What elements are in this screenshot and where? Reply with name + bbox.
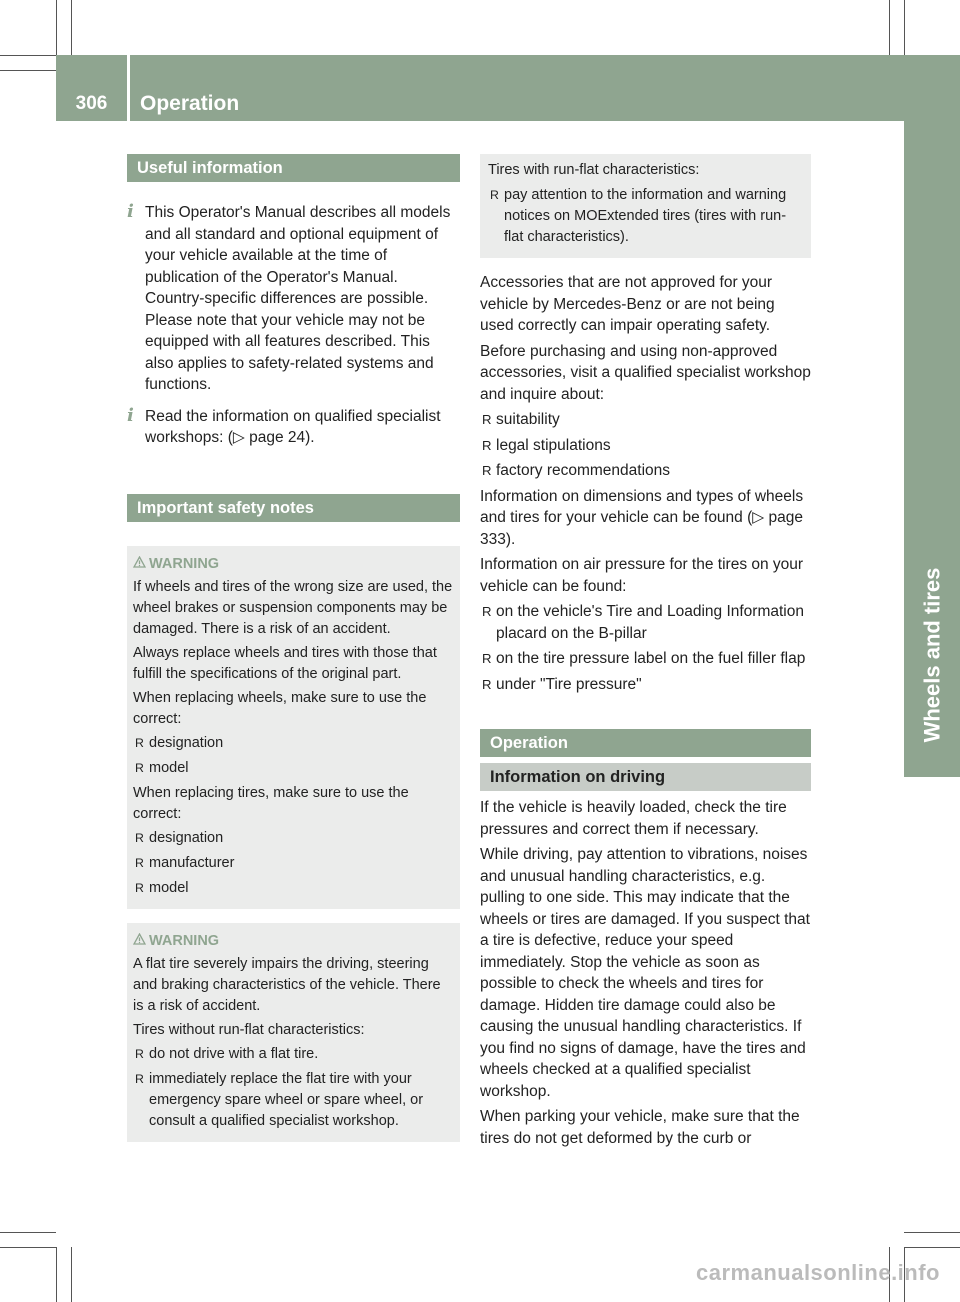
crop-mark: [56, 0, 57, 55]
list-item: R designation: [133, 828, 454, 849]
crop-mark: [71, 1247, 72, 1302]
side-tab-text: [904, 55, 960, 777]
list-item: R on the vehicle's Tire and Loading Information placard on the B-pillar: [480, 601, 811, 644]
list-item: R manufacturer: [133, 853, 454, 874]
list-item: R do not drive with a flat tire.: [133, 1044, 454, 1065]
warning-box: [127, 923, 460, 1142]
list-item: R suitability: [480, 409, 811, 431]
driving-heading: Information on driving: [480, 763, 811, 791]
info-icon: i: [127, 201, 134, 222]
side-tab-label: Wheels and tires: [919, 567, 945, 743]
list-item: R legal stipulations: [480, 435, 811, 457]
body-text: When parking your vehicle, make sure that the tires do not get deformed by the curb or: [480, 1108, 800, 1147]
warning-title: [133, 931, 454, 952]
warning-list: [133, 828, 454, 899]
info-note: [127, 202, 460, 396]
body-text: Information on air pressure for the tires on your vehicle can be found:: [480, 556, 804, 595]
crop-mark: [904, 1232, 960, 1233]
left-column: [127, 154, 460, 1142]
watermark: carmanualsonline.info: [696, 1260, 940, 1285]
warning-label: WARNING: [149, 932, 220, 949]
warning-text: If wheels and tires of the wrong size are used, the wheel brakes or suspension components may be damaged. There is a risk of an accident.: [133, 578, 453, 637]
body-text: If the vehicle is heavily loaded, check the tire pressures and correct them if necessary.: [480, 799, 787, 838]
header-divider: [127, 55, 130, 121]
right-column: [480, 154, 811, 1153]
warning-text: A flat tire severely impairs the driving, steering and braking characteristics of the vehicle. There is a risk of accident.: [133, 955, 441, 1014]
crop-mark: [0, 70, 56, 71]
box-list: [488, 185, 805, 248]
page-title: Operation: [140, 92, 240, 115]
list-item: R immediately replace the flat tire with your emergency spare wheel or spare wheel, or consult a qualified specialist workshop.: [133, 1069, 454, 1132]
crop-mark: [889, 0, 890, 55]
info-note-text: Read the information on qualified specialist workshops: (▷ page 24).: [145, 407, 441, 446]
pressure-list: [480, 601, 811, 695]
operation-heading: Operation: [480, 729, 811, 757]
body-text: Accessories that are not approved for your vehicle by Mercedes-Benz or are not being used correctly can impair operating safety.: [480, 274, 775, 334]
warning-triangle-icon: [133, 556, 146, 568]
warning-box: [127, 546, 460, 909]
warning-list: [133, 733, 454, 779]
body-text: Information on dimensions and types of wheels and tires for your vehicle can be found (▷ page 333).: [480, 487, 804, 548]
inquire-list: [480, 409, 811, 482]
warning-text: When replacing tires, make sure to use the correct:: [133, 784, 409, 822]
crop-mark: [71, 0, 72, 55]
list-item: R model: [133, 878, 454, 899]
crop-mark: [56, 1247, 57, 1302]
list-item: R factory recommendations: [480, 460, 811, 482]
warning-triangle-icon: [133, 933, 146, 945]
safety-heading: Important safety notes: [127, 494, 460, 522]
warning-title: [133, 554, 454, 575]
crop-mark: [0, 1232, 56, 1233]
crop-mark: [904, 1247, 960, 1248]
box-text: Tires with run-flat characteristics:: [488, 162, 700, 178]
info-note: [127, 406, 460, 449]
warning-label: WARNING: [149, 555, 220, 572]
body-text: Before purchasing and using non-approved accessories, visit a qualified specialist workshop and inquire about:: [480, 342, 811, 403]
runflat-info-box: [480, 154, 811, 258]
list-item: R model: [133, 758, 454, 779]
list-item: R under "Tire pressure": [480, 674, 811, 696]
info-note-text: This Operator's Manual describes all models and all standard and optional equipment of your vehicle available at the time of publication of the Operator's Manual. Country-specific differences are possible. Please note that your vehicle may not be equipped with all features described. This also applies to safety-related systems and functions.: [145, 204, 451, 393]
warning-list: [133, 1044, 454, 1132]
body-text: While driving, pay attention to vibrations, noises and unusual handling characteristics, e.g. pulling to one side. This may indicate that the wheels or tires are damaged. If you suspect that a tire is defective, reduce your speed immediately. Stop the vehicle as soon as possible to check the wheels and tires for damage. Hidden tire damage could also be causing the unusual handling characteristics. If you find no signs of damage, have the tires and wheels checked at a qualified specialist workshop.: [480, 846, 810, 1100]
list-item: R designation: [133, 733, 454, 754]
page-number: 306: [75, 93, 108, 114]
warning-text: When replacing wheels, make sure to use the correct:: [133, 689, 427, 727]
crop-mark: [0, 55, 56, 56]
crop-mark: [904, 0, 905, 55]
useful-info-heading: Useful information: [127, 154, 460, 182]
list-item: R on the tire pressure label on the fuel filler flap: [480, 648, 811, 670]
info-icon: i: [127, 404, 134, 426]
list-item: R pay attention to the information and warning notices on MOExtended tires (tires with run-flat characteristics).: [488, 185, 805, 248]
warning-text: Tires without run-flat characteristics:: [133, 1021, 365, 1038]
warning-text: Always replace wheels and tires with those that fulfill the specifications of the original part.: [133, 644, 437, 682]
crop-mark: [0, 1247, 56, 1248]
